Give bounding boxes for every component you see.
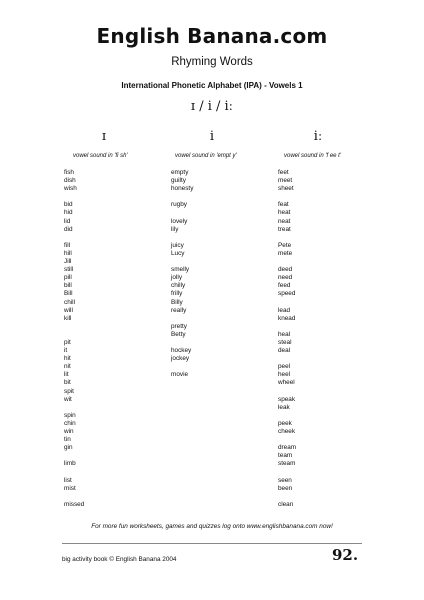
- word-item: treat: [278, 225, 291, 233]
- page-number: 92.: [332, 546, 359, 564]
- footer-note: For more fun worksheets, games and quizzes log onto www.englishbanana.com now!: [91, 523, 333, 530]
- word-spacer: [278, 412, 368, 420]
- word-spacer: [171, 234, 261, 242]
- word-spacer: [64, 193, 154, 201]
- ipa-symbols-line: ɪ / i / iː: [190, 99, 234, 114]
- word-item: lovely: [171, 217, 188, 225]
- word-item: guilty: [171, 177, 186, 185]
- column-caption-i: vowel sound in 'empt y': [175, 153, 237, 159]
- column-symbol-short-i: ɪ: [101, 129, 107, 144]
- word-item: need: [278, 274, 293, 282]
- word-item: limb: [64, 460, 76, 468]
- word-item: bit: [64, 379, 71, 387]
- word-item: lead: [278, 306, 291, 314]
- word-item: heat: [278, 209, 291, 217]
- word-item: pit: [64, 338, 71, 346]
- word-spacer: [278, 388, 368, 396]
- word-item: win: [64, 428, 74, 435]
- word-item: feet: [278, 169, 289, 176]
- word-item: wheel: [278, 379, 295, 387]
- word-item: steal: [278, 338, 292, 346]
- word-spacer: [278, 299, 368, 307]
- word-item: nit: [64, 363, 71, 371]
- page-subtitle: International Phonetic Alphabet (IPA) - Vowels 1: [121, 81, 303, 90]
- word-item: bill: [64, 282, 72, 290]
- word-list-long-i: [278, 169, 368, 509]
- word-item: been: [278, 484, 293, 492]
- word-spacer: [171, 209, 261, 217]
- word-item: kill: [64, 314, 72, 322]
- word-spacer: [278, 468, 368, 476]
- word-spacer: [64, 234, 154, 242]
- word-spacer: [278, 436, 368, 444]
- word-item: tin: [64, 436, 71, 444]
- word-spacer: [278, 355, 368, 363]
- word-item: peek: [278, 419, 292, 427]
- column-caption-short-i: vowel sound in 'fi sh': [73, 153, 128, 159]
- word-item: hid: [64, 209, 73, 217]
- word-spacer: [278, 193, 368, 201]
- word-spacer: [64, 468, 154, 476]
- word-item: lily: [171, 225, 179, 233]
- word-item: hit: [64, 355, 71, 363]
- word-item: Billy: [171, 298, 183, 306]
- word-item: deed: [278, 266, 293, 274]
- word-spacer: [64, 323, 154, 331]
- column-symbol-long-i: iː: [313, 129, 323, 144]
- word-item: rugby: [171, 201, 187, 209]
- word-item: hill: [64, 249, 72, 257]
- word-spacer: [171, 193, 261, 201]
- word-item: pill: [64, 274, 72, 282]
- word-item: lid: [64, 217, 71, 225]
- word-item: still: [64, 266, 74, 274]
- word-item: gin: [64, 444, 73, 452]
- word-spacer: [64, 452, 154, 460]
- word-item: Bill: [64, 290, 73, 298]
- word-item: frilly: [171, 290, 183, 298]
- word-spacer: [171, 339, 261, 347]
- word-item: chill: [64, 298, 76, 306]
- word-spacer: [64, 331, 154, 339]
- word-item: neat: [278, 217, 291, 225]
- book-credit: big activity book © English Banana 2004: [62, 556, 177, 563]
- word-item: wit: [64, 395, 72, 403]
- word-item: chilly: [171, 282, 186, 290]
- word-spacer: [171, 258, 261, 266]
- word-item: hockey: [171, 347, 192, 355]
- word-item: steam: [278, 460, 296, 468]
- word-item: cheek: [278, 428, 296, 435]
- word-item: wish: [64, 185, 77, 193]
- word-item: did: [64, 225, 73, 233]
- word-item: heel: [278, 371, 291, 379]
- word-item: pretty: [171, 322, 187, 330]
- word-item: jolly: [171, 274, 183, 282]
- brand-logo: English Banana.com: [96, 24, 328, 48]
- word-item: Lucy: [171, 249, 185, 257]
- word-item: fish: [64, 169, 74, 176]
- word-item: Pete: [278, 241, 292, 249]
- word-item: Jill: [64, 258, 72, 266]
- word-item: feat: [278, 201, 289, 209]
- word-spacer: [64, 404, 154, 412]
- word-item: juicy: [171, 241, 184, 249]
- word-item: will: [64, 306, 73, 314]
- column-symbol-i: i: [209, 129, 215, 144]
- word-spacer: [171, 315, 261, 323]
- word-item: list: [64, 476, 72, 484]
- word-item: empty: [171, 169, 189, 176]
- word-item: Betty: [171, 330, 186, 338]
- word-item: speed: [278, 290, 296, 298]
- column-caption-long-i: vowel sound in 'f ee t': [284, 153, 341, 159]
- word-item: dream: [278, 444, 297, 452]
- word-item: mete: [278, 249, 293, 257]
- word-item: mist: [64, 484, 76, 492]
- word-list-short-i: [64, 169, 154, 509]
- word-item: sheet: [278, 185, 294, 193]
- word-item: spit: [64, 387, 74, 395]
- footer-divider: [62, 543, 362, 544]
- word-item: clean: [278, 500, 294, 508]
- word-item: knead: [278, 314, 296, 322]
- word-item: smelly: [171, 266, 190, 274]
- word-item: deal: [278, 347, 291, 355]
- word-item: honesty: [171, 185, 194, 193]
- word-item: meet: [278, 177, 293, 185]
- word-list-i: [171, 169, 261, 379]
- word-spacer: [278, 493, 368, 501]
- word-spacer: [278, 323, 368, 331]
- word-item: peel: [278, 363, 291, 371]
- word-item: speak: [278, 395, 296, 403]
- word-item: feed: [278, 282, 291, 290]
- word-item: jockey: [171, 355, 190, 363]
- word-spacer: [278, 234, 368, 242]
- word-spacer: [64, 493, 154, 501]
- word-item: heal: [278, 330, 291, 338]
- word-item: movie: [171, 371, 189, 379]
- word-item: chin: [64, 419, 76, 427]
- word-item: fill: [64, 241, 71, 249]
- word-item: seen: [278, 476, 292, 484]
- word-item: team: [278, 452, 293, 460]
- word-item: bid: [64, 201, 73, 209]
- word-spacer: [278, 258, 368, 266]
- word-item: leak: [278, 403, 290, 411]
- word-item: spin: [64, 411, 76, 419]
- word-spacer: [171, 363, 261, 371]
- page-title: Rhyming Words: [171, 56, 253, 68]
- word-item: dish: [64, 177, 76, 185]
- word-item: lit: [64, 371, 69, 379]
- word-item: really: [171, 306, 187, 314]
- word-item: it: [64, 347, 68, 355]
- word-item: missed: [64, 500, 85, 508]
